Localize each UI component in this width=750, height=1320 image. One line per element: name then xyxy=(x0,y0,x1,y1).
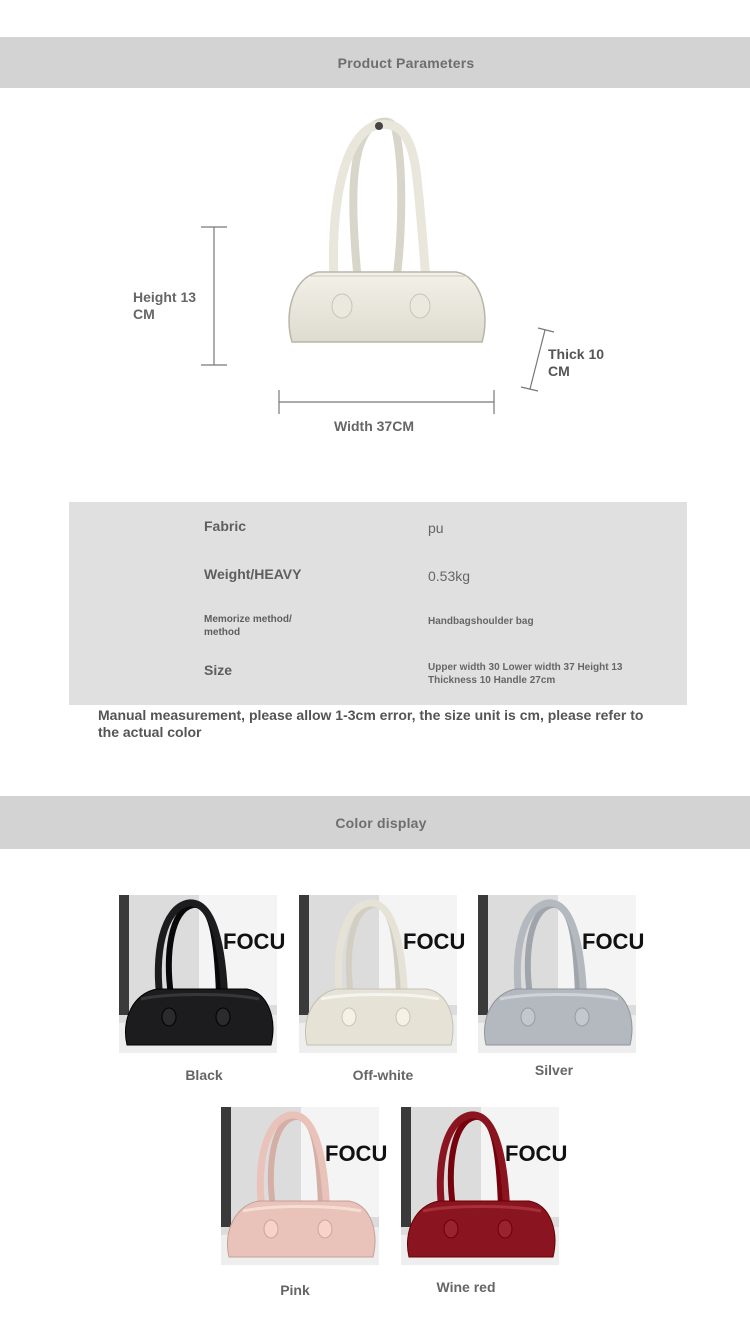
spec-key: Weight/HEAVY xyxy=(204,566,302,582)
color-swatch-black[interactable] xyxy=(119,895,286,1053)
thick-guide-cap-bottom xyxy=(521,387,538,391)
poster-text: FOCU xyxy=(325,1141,388,1166)
poster-text: FOCU xyxy=(403,929,466,954)
measurement-note: Manual measurement, please allow 1-3cm error, the size unit is cm, please refer to the actual color xyxy=(98,707,644,740)
color-label-silver: Silver xyxy=(534,1062,574,1078)
spec-key: Memorize method/ method xyxy=(204,614,292,638)
color-label-off-white: Off-white xyxy=(352,1067,414,1083)
product-parameters-header xyxy=(0,37,750,88)
color-display-title: Color display xyxy=(335,814,427,831)
color-label-pink: Pink xyxy=(280,1282,310,1298)
bag-body xyxy=(289,272,485,342)
handle-rivet xyxy=(216,1008,230,1026)
bag-handle-back xyxy=(353,122,401,282)
color-swatch-silver[interactable] xyxy=(478,895,645,1053)
color-label-black: Black xyxy=(185,1067,223,1083)
frame-edge xyxy=(401,1107,411,1227)
frame-edge xyxy=(119,895,129,1015)
thick-guide-line xyxy=(530,330,545,389)
frame-edge xyxy=(299,895,309,1015)
spec-value: pu xyxy=(428,520,444,536)
poster-text: FOCU xyxy=(505,1141,568,1166)
handle-rivet xyxy=(318,1220,332,1238)
handle-rivet xyxy=(162,1008,176,1026)
product-photo xyxy=(278,110,498,360)
handle-rivet xyxy=(521,1008,535,1026)
spec-key: Size xyxy=(204,662,233,678)
color-label-wine-red: Wine red xyxy=(436,1279,496,1295)
thick-guide-cap-top xyxy=(538,328,554,332)
color-display-header xyxy=(0,796,750,849)
poster-text: FOCU xyxy=(582,929,645,954)
frame-edge xyxy=(478,895,488,1015)
spec-table xyxy=(69,502,687,705)
color-swatch-off-white[interactable] xyxy=(299,895,466,1053)
spec-value: 0.53kg xyxy=(428,568,471,584)
color-swatch-pink[interactable] xyxy=(221,1107,388,1265)
poster-text: FOCU xyxy=(223,929,286,954)
frame-edge xyxy=(221,1107,231,1227)
color-swatch-wine-red[interactable] xyxy=(401,1107,568,1265)
handle-rivet xyxy=(498,1220,512,1238)
handle-rivet xyxy=(342,1008,356,1026)
thick-label: Thick 10 CM xyxy=(548,346,605,379)
spec-key: Fabric xyxy=(204,518,247,534)
product-parameters-title: Product Parameters xyxy=(337,54,475,71)
spec-value: Handbagshoulder bag xyxy=(428,616,534,627)
handle-rivet xyxy=(264,1220,278,1238)
handle-rivet xyxy=(396,1008,410,1026)
handle-rivet xyxy=(575,1008,589,1026)
height-label: Height 13 CM xyxy=(133,289,197,322)
handle-rivet xyxy=(444,1220,458,1238)
spec-value: Upper width 30 Lower width 37 Height 13 Thickness 10 Handle 27cm xyxy=(428,662,623,686)
width-label: Width 37CM xyxy=(334,418,414,434)
